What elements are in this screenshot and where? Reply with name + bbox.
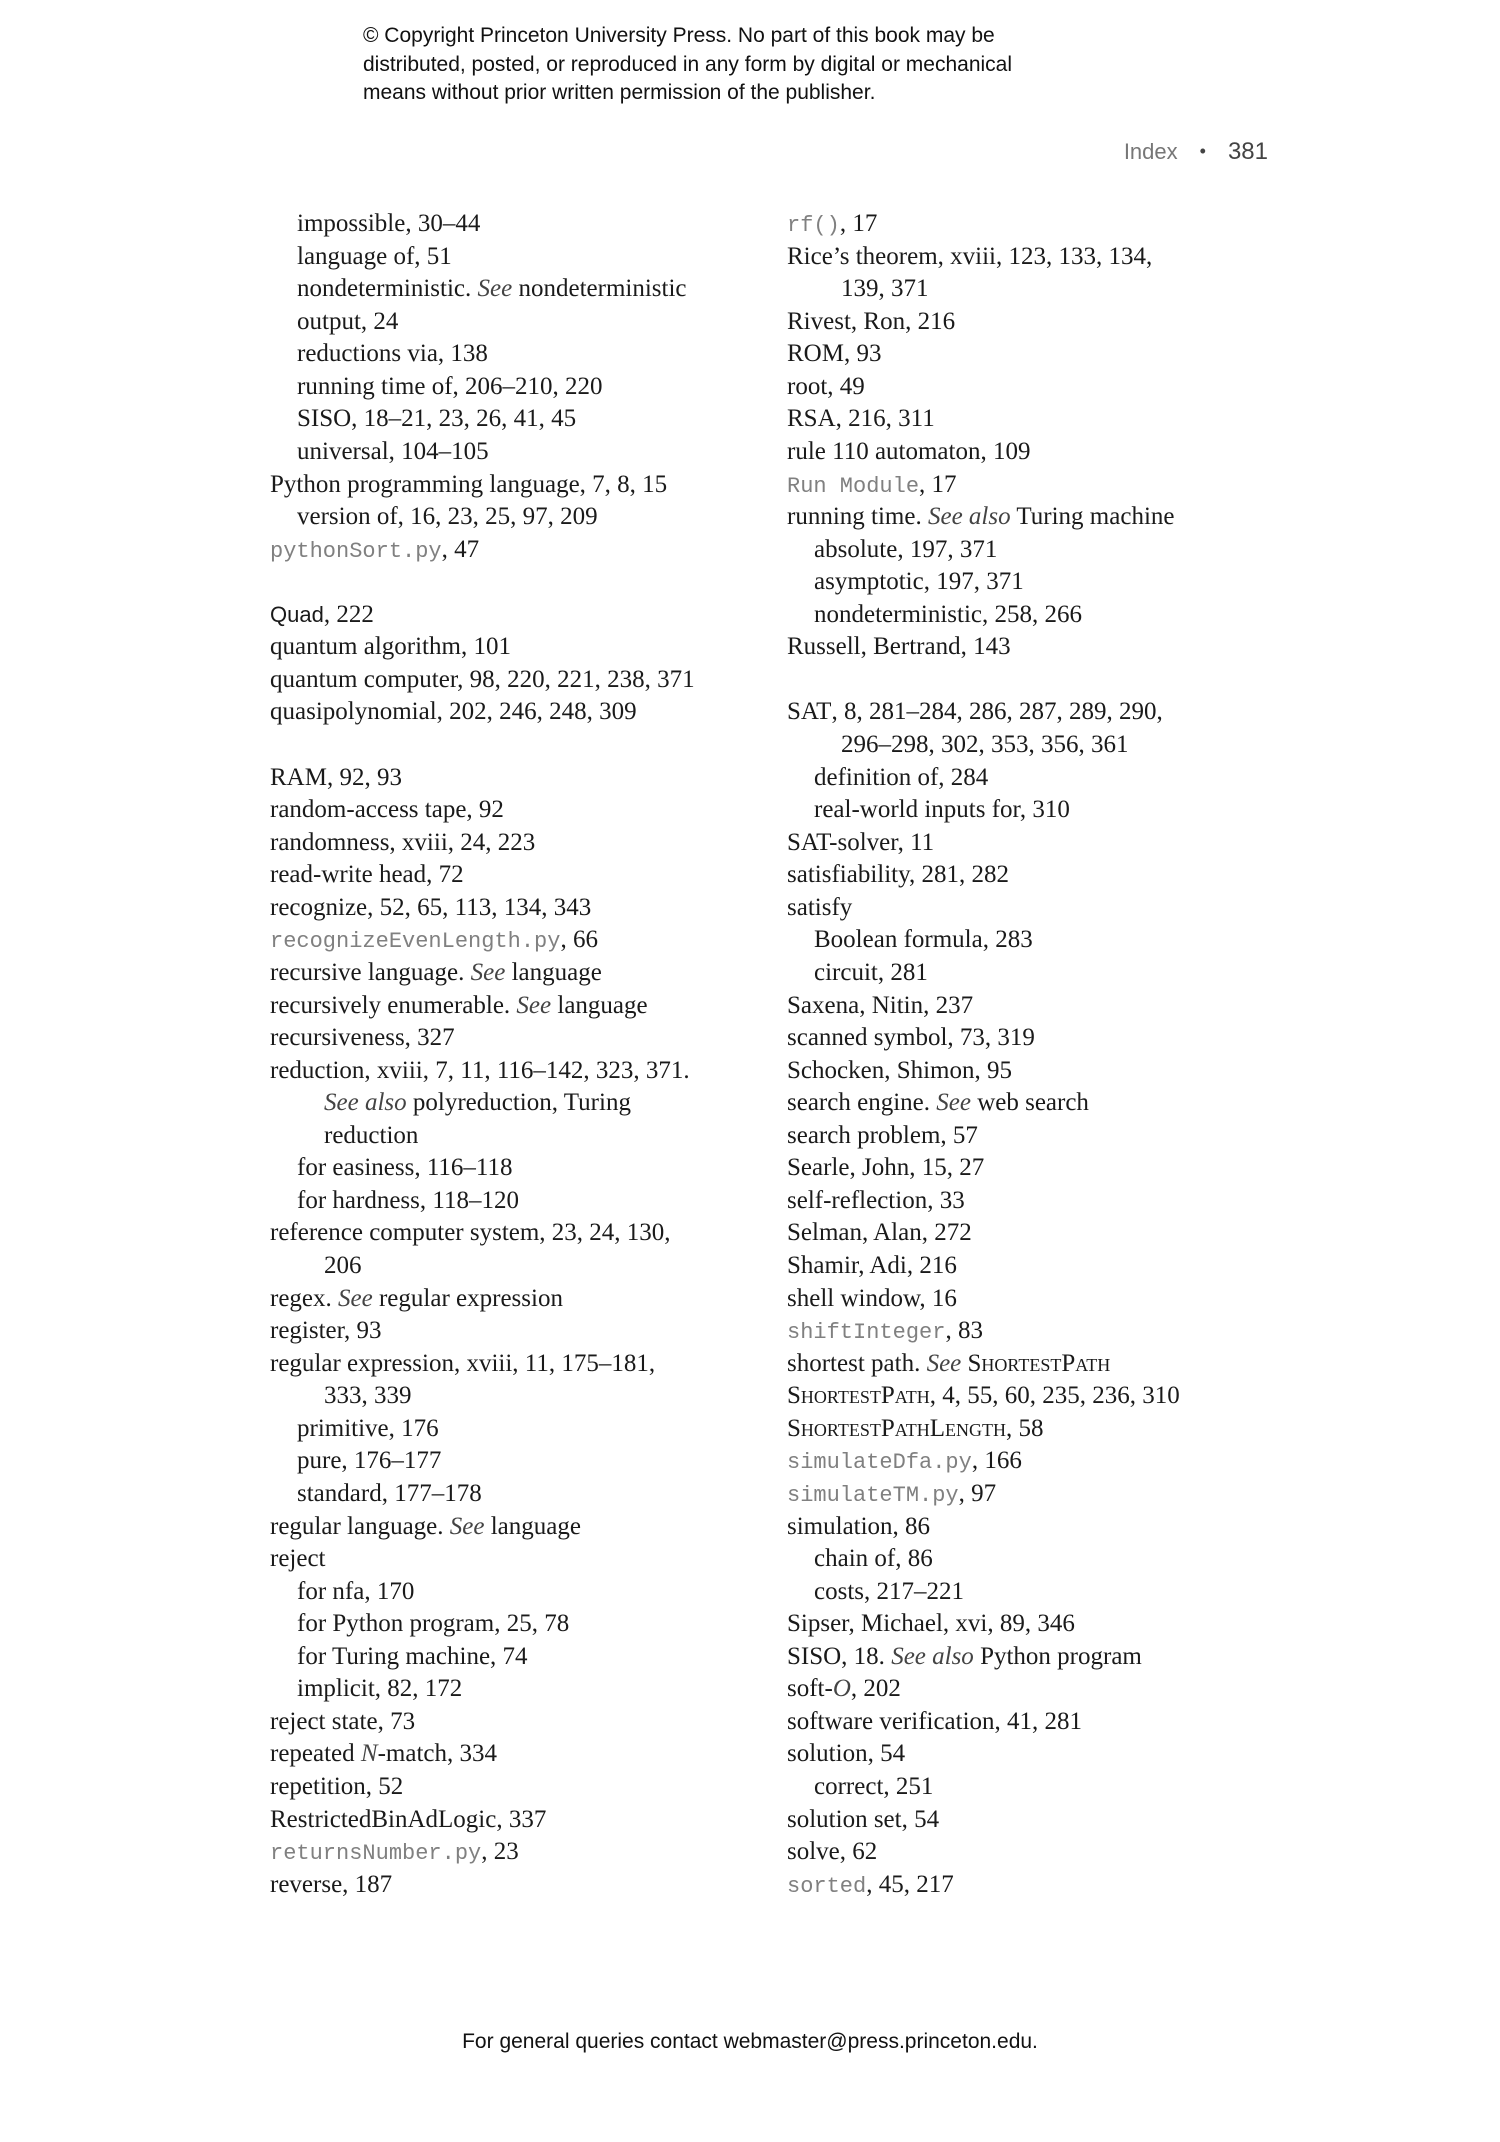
index-entry [787, 1152, 1180, 1185]
index-subentry [270, 338, 695, 371]
entry-text: nondeterministic. [297, 275, 478, 303]
index-entry [270, 1804, 695, 1837]
cross-reference-italic: O [832, 1675, 851, 1703]
entry-text: circuit, 281 [814, 958, 928, 986]
entry-text: ROM, 93 [787, 340, 882, 368]
entry-text: repetition, 52 [270, 1773, 404, 1800]
entry-text: , 8, 281–284, 286, 287, 289, 290, [831, 698, 1163, 726]
index-subentry [787, 1543, 1180, 1576]
entry-text: Selman, Alan, 272 [787, 1219, 972, 1247]
entry-text: reject state, 73 [270, 1707, 416, 1735]
entry-text: regular expression [372, 1284, 563, 1312]
index-subentry [270, 371, 695, 404]
index-entry [787, 990, 1180, 1023]
index-subentry [787, 566, 1180, 599]
entry-text: RestrictedBinAdLogic, 337 [270, 1805, 547, 1833]
index-column-right [787, 208, 1180, 1901]
cross-reference-italic: See [926, 1349, 962, 1377]
copyright-line: distributed, posted, or reproduced in any form by digital or mechanical [363, 52, 1013, 76]
entry-text: running time. [787, 503, 928, 531]
index-entry [787, 1478, 1180, 1511]
section-title: Index [1123, 139, 1178, 164]
index-subentry [270, 1673, 695, 1706]
entry-text: , 66 [560, 926, 598, 954]
entry-text: scanned symbol, 73, 319 [787, 1024, 1035, 1052]
index-entry [787, 241, 1180, 274]
index-subentry [270, 1152, 695, 1185]
entry-text: Quad [270, 601, 324, 627]
entry-text: for nfa, 170 [297, 1577, 415, 1605]
entry-text: repeated [270, 1740, 361, 1768]
index-entry [787, 1413, 1180, 1446]
entry-text: , 222 [323, 600, 374, 628]
index-entry [270, 1836, 695, 1869]
index-entry [787, 1511, 1180, 1544]
entry-text: output, 24 [297, 307, 399, 335]
index-entry [787, 1673, 1180, 1706]
index-entry [787, 892, 1180, 925]
entry-text: 296–298, 302, 353, 356, 361 [841, 731, 1129, 758]
index-entry [270, 859, 695, 892]
index-entry [787, 1087, 1180, 1120]
entry-text: 139, 371 [841, 275, 929, 303]
index-entry [270, 1543, 695, 1576]
entry-text: primitive, 176 [297, 1414, 439, 1442]
entry-text: universal, 104–105 [297, 437, 489, 465]
code-term: sorted [787, 1873, 867, 1899]
copyright-line: © Copyright Princeton University Press. No part of this book may be [363, 24, 995, 47]
index-subentry [270, 1250, 695, 1283]
index-subentry [787, 957, 1180, 990]
entry-text: SISO, 18–21, 23, 26, 41, 45 [297, 405, 577, 433]
entry-text: Sipser, Michael, xvi, 89, 346 [787, 1610, 1075, 1638]
entry-text: , 17 [919, 470, 957, 498]
index-entry [787, 469, 1180, 502]
entry-text: , 17 [839, 210, 878, 237]
entry-text: asymptotic, 197, 371 [814, 568, 1024, 596]
entry-text: definition of, 284 [814, 763, 989, 791]
index-entry [270, 1511, 695, 1544]
blank-line [787, 664, 1180, 697]
cross-reference-italic: See [936, 1089, 971, 1117]
entry-text: , 166 [971, 1447, 1022, 1475]
index-entry [270, 1022, 695, 1055]
index-entry [270, 794, 695, 827]
entry-text: for hardness, 118–120 [297, 1186, 519, 1214]
index-entry [787, 1380, 1180, 1413]
index-entry [270, 631, 695, 664]
entry-text: reductions via, 138 [297, 340, 488, 368]
index-entry [787, 1185, 1180, 1218]
entry-text: for Python program, 25, 78 [297, 1610, 570, 1638]
index-entry [787, 859, 1180, 892]
entry-text: soft- [787, 1675, 833, 1703]
index-entry [270, 762, 695, 795]
entry-text: , 83 [945, 1317, 983, 1345]
footer-contact: For general queries contact webmaster@press.princeton.edu. [462, 2030, 1038, 2053]
index-subentry [270, 1576, 695, 1609]
entry-text: nondeterministic, 258, 266 [814, 600, 1083, 628]
entry-text: SAT [787, 698, 832, 726]
index-subentry [787, 1576, 1180, 1609]
entry-text: recursively enumerable. [270, 991, 517, 1019]
index-entry [787, 1738, 1180, 1771]
index-subentry [270, 436, 695, 469]
index-subentry [787, 729, 1180, 762]
entry-text: solution set, 54 [787, 1805, 940, 1833]
entry-text: satisfy [787, 893, 853, 921]
entry-text: simulation, 86 [787, 1512, 931, 1540]
index-subentry [270, 273, 695, 306]
entry-text: Rivest, Ron, 216 [787, 307, 956, 335]
entry-text: Rice’s theorem, xviii, 123, 133, 134, [787, 242, 1153, 270]
code-term: returnsNumber.py [270, 1841, 482, 1867]
entry-text: Searle, John, 15, 27 [787, 1154, 985, 1182]
entry-text: , 45, 217 [866, 1870, 954, 1898]
index-entry [787, 1804, 1180, 1837]
entry-text: rule 110 automaton, 109 [787, 437, 1031, 465]
index-subentry [787, 1771, 1180, 1804]
entry-text: -match, 334 [377, 1740, 498, 1768]
entry-text: language of, 51 [297, 242, 452, 270]
entry-text: , 202 [850, 1675, 901, 1703]
entry-text: Russell, Bertrand, 143 [787, 633, 1011, 661]
entry-text: self-reflection, 33 [787, 1186, 965, 1214]
entry-text: impossible, 30–44 [297, 210, 481, 237]
index-entry [270, 469, 695, 502]
entry-text: random-access tape, 92 [270, 796, 504, 824]
index-entry [787, 1869, 1180, 1902]
cross-reference-italic: See [516, 991, 552, 1019]
index-subentry [787, 762, 1180, 795]
entry-text: RSA, 216, 311 [787, 405, 935, 433]
entry-text: standard, 177–178 [297, 1479, 482, 1507]
index-subentry [270, 1087, 695, 1120]
entry-text: , 97 [958, 1479, 997, 1507]
entry-text: running time of, 206–210, 220 [297, 372, 603, 400]
index-entry [787, 1055, 1180, 1088]
entry-text: 333, 339 [324, 1382, 412, 1410]
index-entry [787, 631, 1180, 664]
cross-reference-italic: N [360, 1740, 378, 1768]
entry-text: reference computer system, 23, 24, 130, [270, 1219, 671, 1247]
cross-reference-italic: See also [324, 1089, 407, 1117]
index-entry [787, 1608, 1180, 1641]
cross-reference-italic: See [477, 275, 513, 303]
index-entry [787, 1315, 1180, 1348]
entry-text: reject [270, 1545, 326, 1573]
entry-text: shell window, 16 [787, 1284, 957, 1312]
index-entry [270, 599, 695, 632]
entry-text: Shamir, Adi, 216 [787, 1252, 957, 1279]
entry-text: , 4, 55, 60, 235, 236, 310 [929, 1382, 1180, 1410]
index-subentry [270, 1413, 695, 1446]
entry-text: , 23 [481, 1838, 519, 1866]
entry-text: ShortestPath [967, 1349, 1111, 1377]
entry-text: quantum computer, 98, 220, 221, 238, 371 [270, 665, 695, 693]
entry-text: regular expression, xviii, 11, 175–181, [270, 1349, 656, 1377]
entry-text: solution, 54 [787, 1740, 906, 1768]
entry-text: , 58 [1005, 1414, 1044, 1442]
entry-text: quantum algorithm, 101 [270, 633, 511, 661]
index-entry [270, 1315, 695, 1348]
index-entry [270, 957, 695, 990]
entry-text: randomness, xviii, 24, 223 [270, 828, 536, 856]
code-term: Run Module [787, 473, 920, 499]
blank-line [270, 729, 695, 762]
entry-text: correct, 251 [814, 1773, 934, 1800]
code-term: rf() [787, 213, 840, 238]
index-entry [270, 696, 695, 729]
index-subentry [270, 306, 695, 339]
index-entry [270, 1348, 695, 1381]
separator-bullet: • [1199, 141, 1206, 161]
entry-text: costs, 217–221 [814, 1577, 964, 1605]
code-term: simulateTM.py [787, 1482, 959, 1508]
index-entry [270, 1283, 695, 1316]
entry-text: recursive language. [270, 958, 471, 986]
index-entry [787, 306, 1180, 339]
cross-reference-italic: See [338, 1284, 373, 1312]
entry-text: regex. [270, 1284, 339, 1312]
entry-text: Python programming language, 7, 8, 15 [270, 470, 668, 498]
code-term: simulateDfa.py [787, 1450, 972, 1476]
entry-text: recognize, 52, 65, 113, 134, 343 [270, 893, 592, 921]
index-subentry [270, 1478, 695, 1511]
running-head [1124, 138, 1268, 166]
cross-reference-italic: See also [927, 503, 1011, 531]
index-entry [787, 1283, 1180, 1316]
index-entry [270, 827, 695, 860]
entry-text: nondeterministic [512, 275, 687, 303]
entry-text: search engine. [787, 1089, 937, 1117]
entry-text: Saxena, Nitin, 237 [787, 991, 974, 1019]
entry-text: solve, 62 [787, 1838, 878, 1866]
entry-text: reduction [324, 1121, 419, 1149]
index-entry [787, 1250, 1180, 1283]
entry-text: implicit, 82, 172 [297, 1675, 463, 1703]
index-subentry [270, 403, 695, 436]
index-entry [787, 1120, 1180, 1153]
index-entry [787, 1348, 1180, 1381]
code-term: pythonSort.py [270, 538, 442, 564]
entry-text: register, 93 [270, 1317, 382, 1345]
index-subentry [270, 1185, 695, 1218]
entry-text: shortest path. [787, 1349, 927, 1377]
entry-text: recursiveness, 327 [270, 1024, 455, 1052]
index-subentry [270, 208, 695, 241]
index-entry [787, 1706, 1180, 1739]
index-column-left [270, 208, 695, 1901]
index-entry [270, 534, 695, 567]
index-entry [270, 1055, 695, 1088]
entry-text: version of, 16, 23, 25, 97, 209 [297, 503, 598, 531]
entry-text: Boolean formula, 283 [814, 926, 1033, 954]
copyright-line: means without prior written permission of the publisher. [363, 81, 876, 104]
entry-text: RAM, 92, 93 [270, 763, 402, 791]
index-subentry [270, 1380, 695, 1413]
index-subentry [787, 534, 1180, 567]
entry-text: root, 49 [787, 372, 865, 400]
index-entry [270, 990, 695, 1023]
index-entry [270, 1771, 695, 1804]
index-subentry [787, 273, 1180, 306]
code-term: recognizeEvenLength.py [270, 929, 561, 955]
index-subentry [787, 924, 1180, 957]
cross-reference-italic: See [449, 1512, 485, 1540]
entry-text: for Turing machine, 74 [297, 1642, 528, 1670]
index-entry [787, 1217, 1180, 1250]
entry-text: search problem, 57 [787, 1121, 978, 1149]
entry-text: for easiness, 116–118 [297, 1154, 513, 1182]
entry-text: , 47 [441, 535, 480, 563]
index-subentry [270, 1641, 695, 1674]
index-entry [787, 436, 1180, 469]
entry-text: real-world inputs for, 310 [814, 796, 1070, 824]
entry-text: web search [970, 1089, 1089, 1117]
index-entry [270, 664, 695, 697]
entry-text: ShortestPath [787, 1382, 930, 1410]
index-subentry [787, 794, 1180, 827]
entry-text: pure, 176–177 [297, 1447, 442, 1475]
index-entry [270, 1869, 695, 1902]
index-subentry [270, 241, 695, 274]
code-term: shiftInteger [787, 1320, 946, 1346]
index-subentry [787, 599, 1180, 632]
page-number: 381 [1227, 138, 1268, 165]
index-entry [270, 924, 695, 957]
index-entry [787, 696, 1180, 729]
index-entry [787, 1022, 1180, 1055]
index-subentry [270, 1445, 695, 1478]
entry-text: satisfiability, 281, 282 [787, 861, 1009, 889]
index-entry [787, 827, 1180, 860]
index-entry [270, 892, 695, 925]
index-subentry [270, 1608, 695, 1641]
index-entry [787, 1641, 1180, 1674]
index-entry [270, 1217, 695, 1250]
entry-text: quasipolynomial, 202, 246, 248, 309 [270, 698, 637, 726]
entry-text: Python program [973, 1642, 1142, 1670]
entry-text: software verification, 41, 281 [787, 1707, 1083, 1735]
blank-line [270, 566, 695, 599]
index-entry [787, 1445, 1180, 1478]
entry-text: SISO, 18. [787, 1642, 892, 1670]
entry-text: language [505, 958, 602, 986]
cross-reference-italic: See also [891, 1642, 974, 1670]
index-entry [787, 208, 1180, 241]
entry-text: read-write head, 72 [270, 861, 464, 889]
entry-text: SAT-solver, 11 [787, 828, 935, 856]
entry-text: chain of, 86 [814, 1545, 933, 1573]
entry-text: Turing machine [1010, 503, 1175, 531]
cross-reference-italic: See [470, 958, 506, 986]
index-subentry [270, 1120, 695, 1153]
entry-text: reduction, xviii, 7, 11, 116–142, 323, 371. [270, 1056, 690, 1084]
index-entry [787, 1836, 1180, 1869]
index-entry [270, 1738, 695, 1771]
index-entry [787, 371, 1180, 404]
entry-text: language [551, 991, 648, 1019]
entry-text: absolute, 197, 371 [814, 535, 998, 563]
entry-text: 206 [324, 1252, 362, 1279]
entry-text: regular language. [270, 1512, 450, 1540]
entry-text: reverse, 187 [270, 1870, 393, 1898]
entry-text: polyreduction, Turing [406, 1089, 631, 1117]
index-entry [787, 403, 1180, 436]
copyright-notice [363, 22, 1012, 108]
entry-text: language [484, 1512, 581, 1540]
entry-text: Schocken, Shimon, 95 [787, 1056, 1012, 1084]
index-entry [270, 1706, 695, 1739]
index-subentry [270, 501, 695, 534]
index-entry [787, 338, 1180, 371]
entry-text: ShortestPathLength [787, 1414, 1006, 1442]
index-entry [787, 501, 1180, 534]
